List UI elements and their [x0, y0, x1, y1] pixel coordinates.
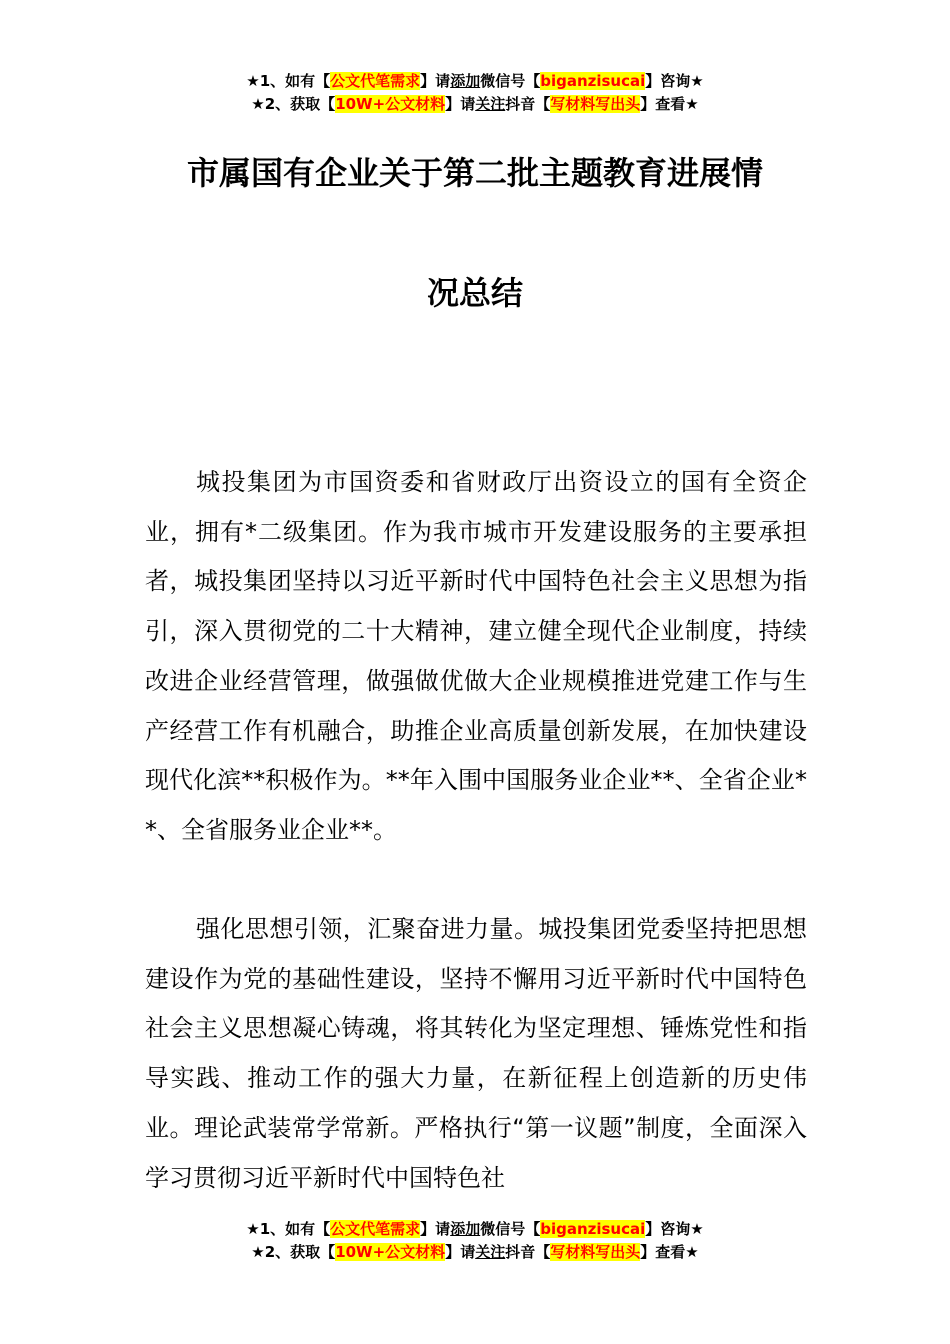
promo-underlined: 添加: [450, 1220, 481, 1238]
promo-footer: [0, 1218, 950, 1264]
body-paragraph-2: 强化思想引领，汇聚奋进力量。城投集团党委坚持把思想建设作为党的基础性建设，坚持不懈用习近平新时代中国特色社会主义思想凝心铸魂，将其转化为坚定理想、锤炼党性和指导实践、推动工作的强大力量，在新征程上创造新的历史伟业。理论武装常学常新。严格执行“第一议题”制度，全面深入学习贯彻习近平新时代中国特色社: [145, 915, 807, 1192]
promo-text: 抖音【: [505, 95, 551, 113]
promo-text: 】查看★: [640, 95, 699, 113]
promo-underlined: 关注: [475, 1243, 506, 1261]
promo-highlight: 10W+公文材料: [335, 95, 446, 113]
promo-highlight: 公文代笔需求: [330, 72, 421, 90]
promo-text: 】请: [420, 72, 451, 90]
promo-text: 微信号【: [480, 1220, 541, 1238]
body-paragraph-1: 城投集团为市国资委和省财政厅出资设立的国有全资企业，拥有*二级集团。作为我市城市开发建设服务的主要承担者，城投集团坚持以习近平新时代中国特色社会主义思想为指引，深入贯彻党的二十大精神，建立健全现代企业制度，持续改进企业经营管理，做强做优做大企业规模推进党建工作与生产经营工作有机融合，助推企业高质量创新发展，在加快建设现代化滨**积极作为。**年入围中国服务业企业**、全省企业**、全省服务业企业**。: [145, 468, 807, 844]
promo-highlight: 公文代笔需求: [330, 1220, 421, 1238]
promo-text: 】咨询★: [645, 1220, 704, 1238]
promo-highlight: 写材料写出头: [550, 95, 641, 113]
promo-text: 】查看★: [640, 1243, 699, 1261]
promo-highlight: biganzisucai: [540, 1220, 646, 1238]
promo-text: 】咨询★: [645, 72, 704, 90]
promo-text: 】请: [420, 1220, 451, 1238]
document-title-line-2: 况总结: [426, 274, 523, 312]
promo-text: ★1、如有【: [246, 1220, 331, 1238]
promo-text: ★2、获取【: [251, 1243, 336, 1261]
promo-underlined: 关注: [475, 95, 506, 113]
promo-text: 】请: [445, 1243, 476, 1261]
promo-highlight: 写材料写出头: [550, 1243, 641, 1261]
promo-header: [0, 70, 950, 116]
promo-line-2: [0, 1241, 950, 1264]
document-title-line-1: 市属国有企业关于第二批主题教育进展情: [186, 154, 763, 192]
promo-text: 抖音【: [505, 1243, 551, 1261]
promo-text: ★2、获取【: [251, 95, 336, 113]
promo-text: 微信号【: [480, 72, 541, 90]
promo-highlight: 10W+公文材料: [335, 1243, 446, 1261]
promo-line-2: [0, 93, 950, 116]
promo-underlined: 添加: [450, 72, 481, 90]
promo-text: ★1、如有【: [246, 72, 331, 90]
promo-line-1: [0, 1218, 950, 1241]
promo-line-1: [0, 70, 950, 93]
promo-text: 】请: [445, 95, 476, 113]
promo-highlight: biganzisucai: [540, 72, 646, 90]
